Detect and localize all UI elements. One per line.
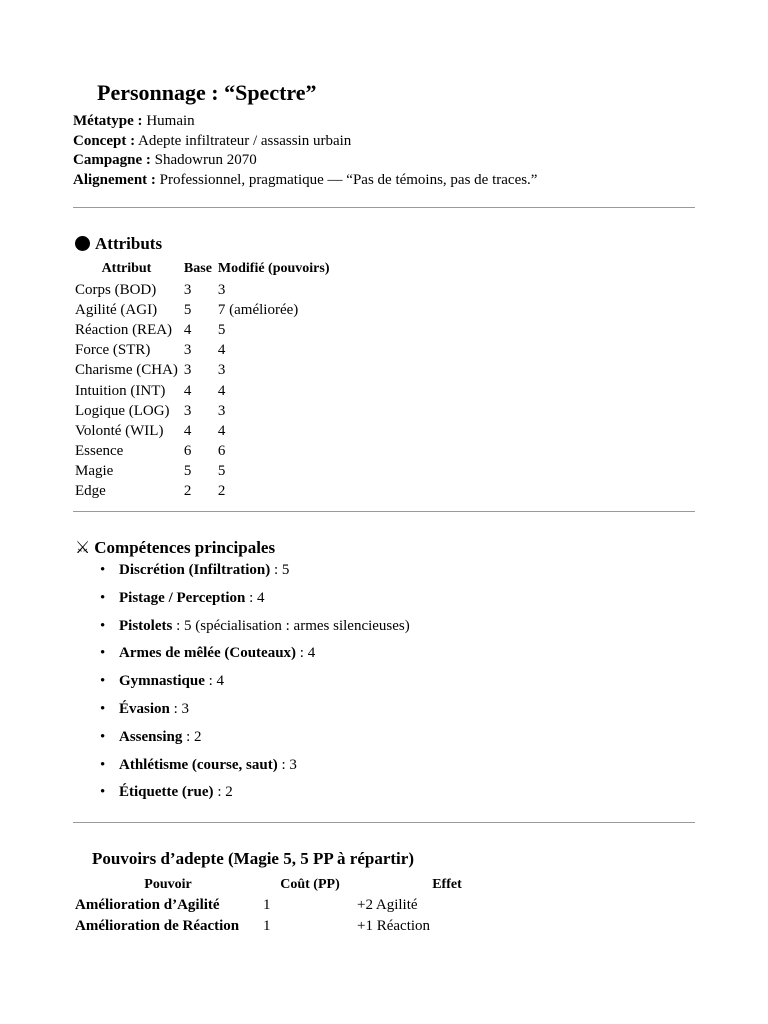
skill-value: : 3 <box>169 700 190 717</box>
skill-name: Évasion <box>119 700 170 717</box>
attribute-modified: 3 <box>217 281 226 298</box>
attribute-name: Intuition (INT) <box>75 382 166 399</box>
column-header: Attribut <box>101 261 152 276</box>
table-row <box>73 320 334 340</box>
power-effect: +1 Réaction <box>357 918 431 934</box>
meta-metatype <box>73 112 695 132</box>
attribute-base: 4 <box>183 321 192 338</box>
bullet-icon: • <box>100 728 106 745</box>
column-header: Modifié (pouvoirs) <box>217 261 330 276</box>
skill-value: : 3 <box>277 756 297 773</box>
table-row <box>73 421 334 441</box>
attribute-base: 3 <box>183 402 192 419</box>
meta-value: Humain <box>146 113 195 129</box>
meta-concept <box>73 132 695 152</box>
table-row <box>73 442 334 462</box>
page-title: Personnage : “Spectre” <box>97 80 317 105</box>
attribute-name: Logique (LOG) <box>75 402 170 419</box>
attribute-name: Edge <box>75 483 106 500</box>
attribute-name: Magie <box>75 463 114 480</box>
list-item <box>73 562 410 590</box>
list-item <box>73 590 410 618</box>
attribute-name: Force (STR) <box>75 342 151 359</box>
meta-value: Professionnel, pragmatique — “Pas de témoins, pas de traces.” <box>159 171 538 188</box>
attribute-name: Essence <box>75 443 124 460</box>
attribute-name: Charisme (CHA) <box>75 362 178 379</box>
skill-value: : 2 <box>213 784 233 801</box>
table-header-row <box>73 874 537 895</box>
attribute-name: Agilité (AGI) <box>75 301 158 318</box>
meta-label: Alignement : <box>73 171 156 188</box>
bullet-icon: • <box>100 562 106 578</box>
powers-table <box>73 874 537 937</box>
list-item <box>73 618 410 646</box>
attributes-table <box>73 258 334 502</box>
column-header: Coût (PP) <box>280 876 340 892</box>
divider <box>73 822 695 823</box>
attribute-modified: 3 <box>217 402 226 419</box>
skill-value: : 4 <box>245 589 265 606</box>
attribute-base: 2 <box>183 483 192 500</box>
bullet-icon: • <box>100 784 106 801</box>
attribute-modified: 4 <box>217 382 226 399</box>
divider <box>73 207 695 208</box>
meta-alignment <box>73 171 695 191</box>
power-cost: 1 <box>263 897 271 913</box>
attribute-modified: 6 <box>217 443 226 460</box>
skill-name: Armes de mêlée (Couteaux) <box>119 645 297 662</box>
power-name: Amélioration de Réaction <box>75 918 240 934</box>
powers-heading: Pouvoirs d’adepte (Magie 5, 5 PP à répartir) <box>92 849 414 868</box>
table-row <box>73 482 334 502</box>
attribute-base: 4 <box>183 422 192 439</box>
list-item <box>73 645 410 673</box>
column-header: Effet <box>432 876 462 892</box>
skill-name: Athlétisme (course, saut) <box>119 756 278 773</box>
bullet-icon: • <box>100 700 106 717</box>
list-item <box>73 784 410 812</box>
attribute-base: 5 <box>183 463 192 480</box>
table-row <box>73 401 334 421</box>
table-row <box>73 361 334 381</box>
attribute-modified: 2 <box>217 483 226 500</box>
attribute-base: 4 <box>183 382 192 399</box>
power-cost: 1 <box>263 918 271 934</box>
attribute-modified: 5 <box>217 321 226 338</box>
meta-label: Concept : <box>73 132 136 149</box>
table-row <box>73 341 334 361</box>
skill-value: : 2 <box>182 728 202 745</box>
attribute-base: 5 <box>183 301 192 318</box>
skill-value: : 5 (spécialisation : armes silencieuses) <box>172 617 410 634</box>
attribute-name: Volonté (WIL) <box>75 422 164 439</box>
table-row <box>73 916 537 937</box>
attributes-heading-text: Attributs <box>95 234 163 253</box>
skills-heading <box>75 538 275 558</box>
attribute-modified: 5 <box>217 463 226 480</box>
bullet-icon: • <box>100 645 106 662</box>
attributes-heading <box>75 234 162 254</box>
attribute-name: Réaction (REA) <box>75 321 173 338</box>
skill-name: Gymnastique <box>119 673 205 690</box>
skill-name: Étiquette (rue) <box>119 784 214 801</box>
skills-heading-text: Compétences principales <box>94 538 276 557</box>
bullet-icon: • <box>100 673 106 690</box>
table-row <box>73 280 334 300</box>
skill-name: Pistage / Perception <box>119 589 246 606</box>
attribute-modified: 7 (améliorée) <box>217 301 299 318</box>
table-row <box>73 381 334 401</box>
skill-value: : 4 <box>204 673 225 690</box>
skill-value: : 5 <box>270 562 290 578</box>
skill-value: : 4 <box>296 645 316 662</box>
list-item <box>73 673 410 701</box>
meta-campaign <box>73 151 695 171</box>
skill-name: Pistolets <box>119 617 173 634</box>
skill-name: Discrétion (Infiltration) <box>119 562 271 578</box>
list-item <box>73 729 410 757</box>
attribute-modified: 3 <box>217 362 226 379</box>
power-effect: +2 Agilité <box>357 897 418 913</box>
meta-value: Shadowrun 2070 <box>154 152 257 168</box>
bullet-icon: • <box>100 756 106 773</box>
meta-label: Campagne : <box>73 152 151 168</box>
table-row <box>73 300 334 320</box>
bullet-icon: • <box>100 589 106 606</box>
skill-name: Assensing <box>119 728 183 745</box>
attribute-base: 6 <box>183 443 192 460</box>
list-item <box>73 757 410 785</box>
filled-circle-icon <box>75 236 90 251</box>
attribute-base: 3 <box>183 342 192 359</box>
power-name: Amélioration d’Agilité <box>75 897 220 913</box>
table-row <box>73 895 537 916</box>
attribute-modified: 4 <box>217 422 226 439</box>
bullet-icon: • <box>100 617 106 634</box>
table-header-row <box>73 258 334 280</box>
attribute-name: Corps (BOD) <box>75 281 157 298</box>
attribute-modified: 4 <box>217 342 226 359</box>
crossed-swords-icon: ⚔ <box>75 538 91 557</box>
list-item <box>73 701 410 729</box>
skills-list <box>73 562 410 812</box>
column-header: Base <box>183 261 212 276</box>
table-row <box>73 462 334 482</box>
meta-value: Adepte infiltrateur / assassin urbain <box>138 132 352 149</box>
meta-label: Métatype : <box>73 113 143 129</box>
character-meta <box>73 112 695 190</box>
attribute-base: 3 <box>183 281 192 298</box>
column-header: Pouvoir <box>144 876 192 892</box>
divider <box>73 511 695 512</box>
attribute-base: 3 <box>183 362 192 379</box>
